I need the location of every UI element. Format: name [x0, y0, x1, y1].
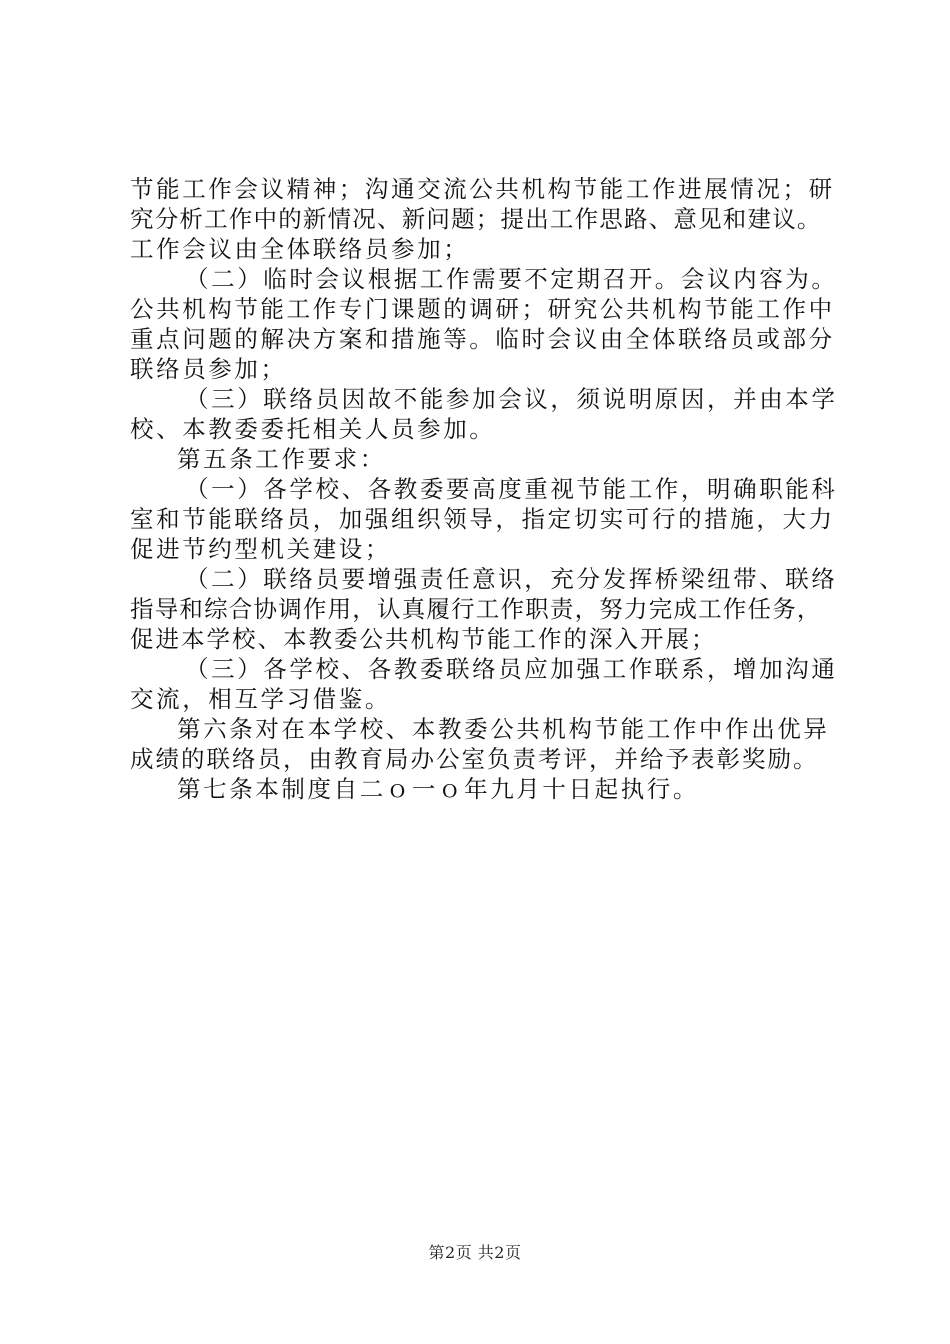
text-line: （三）联络员因故不能参加会议，须说明原因，并由本学	[185, 385, 838, 413]
text-line: 工作会议由全体联络员参加；	[130, 235, 470, 263]
text-line: 第六条对在本学校、本教委公共机构节能工作中作出优异	[177, 715, 830, 743]
text-line: 校、本教委委托相关人员参加。	[130, 415, 496, 443]
page-number-footer: 第2页 共2页	[428, 1243, 522, 1262]
section-heading: 第五条工作要求：	[177, 445, 386, 473]
text-line: 重点问题的解决方案和措施等。临时会议由全体联络员或部分	[130, 325, 835, 353]
text-line: 究分析工作中的新情况、新问题；提出工作思路、意见和建议。	[130, 205, 822, 233]
text-line: 成绩的联络员，由教育局办公室负责考评，并给予表彰奖励。	[130, 745, 819, 773]
text-line: 联络员参加；	[130, 355, 287, 383]
text-line: 指导和综合协调作用，认真履行工作职责，努力完成工作任务，	[130, 595, 822, 623]
text-line: 公共机构节能工作专门课题的调研；研究公共机构节能工作中	[130, 295, 835, 323]
text-line: 节能工作会议精神；沟通交流公共机构节能工作进展情况；研	[130, 175, 835, 203]
text-line: 第七条本制度自二ｏ一ｏ年九月十日起执行。	[177, 775, 699, 803]
text-line: 促进本学校、本教委公共机构节能工作的深入开展；	[130, 625, 717, 653]
document-body	[130, 174, 850, 804]
text-line: （二）联络员要增强责任意识，充分发挥桥梁纽带、联络	[185, 565, 838, 593]
text-line: （二）临时会议根据工作需要不定期召开。会议内容为。	[185, 265, 838, 293]
text-line: （一）各学校、各教委要高度重视节能工作，明确职能科	[185, 475, 838, 503]
text-line: 室和节能联络员，加强组织领导，指定切实可行的措施，大力	[130, 505, 835, 533]
text-line: （三）各学校、各教委联络员应加强工作联系，增加沟通	[185, 655, 838, 683]
text-line: 交流，相互学习借鉴。	[130, 685, 391, 713]
text-line: 促进节约型机关建设；	[130, 535, 391, 563]
